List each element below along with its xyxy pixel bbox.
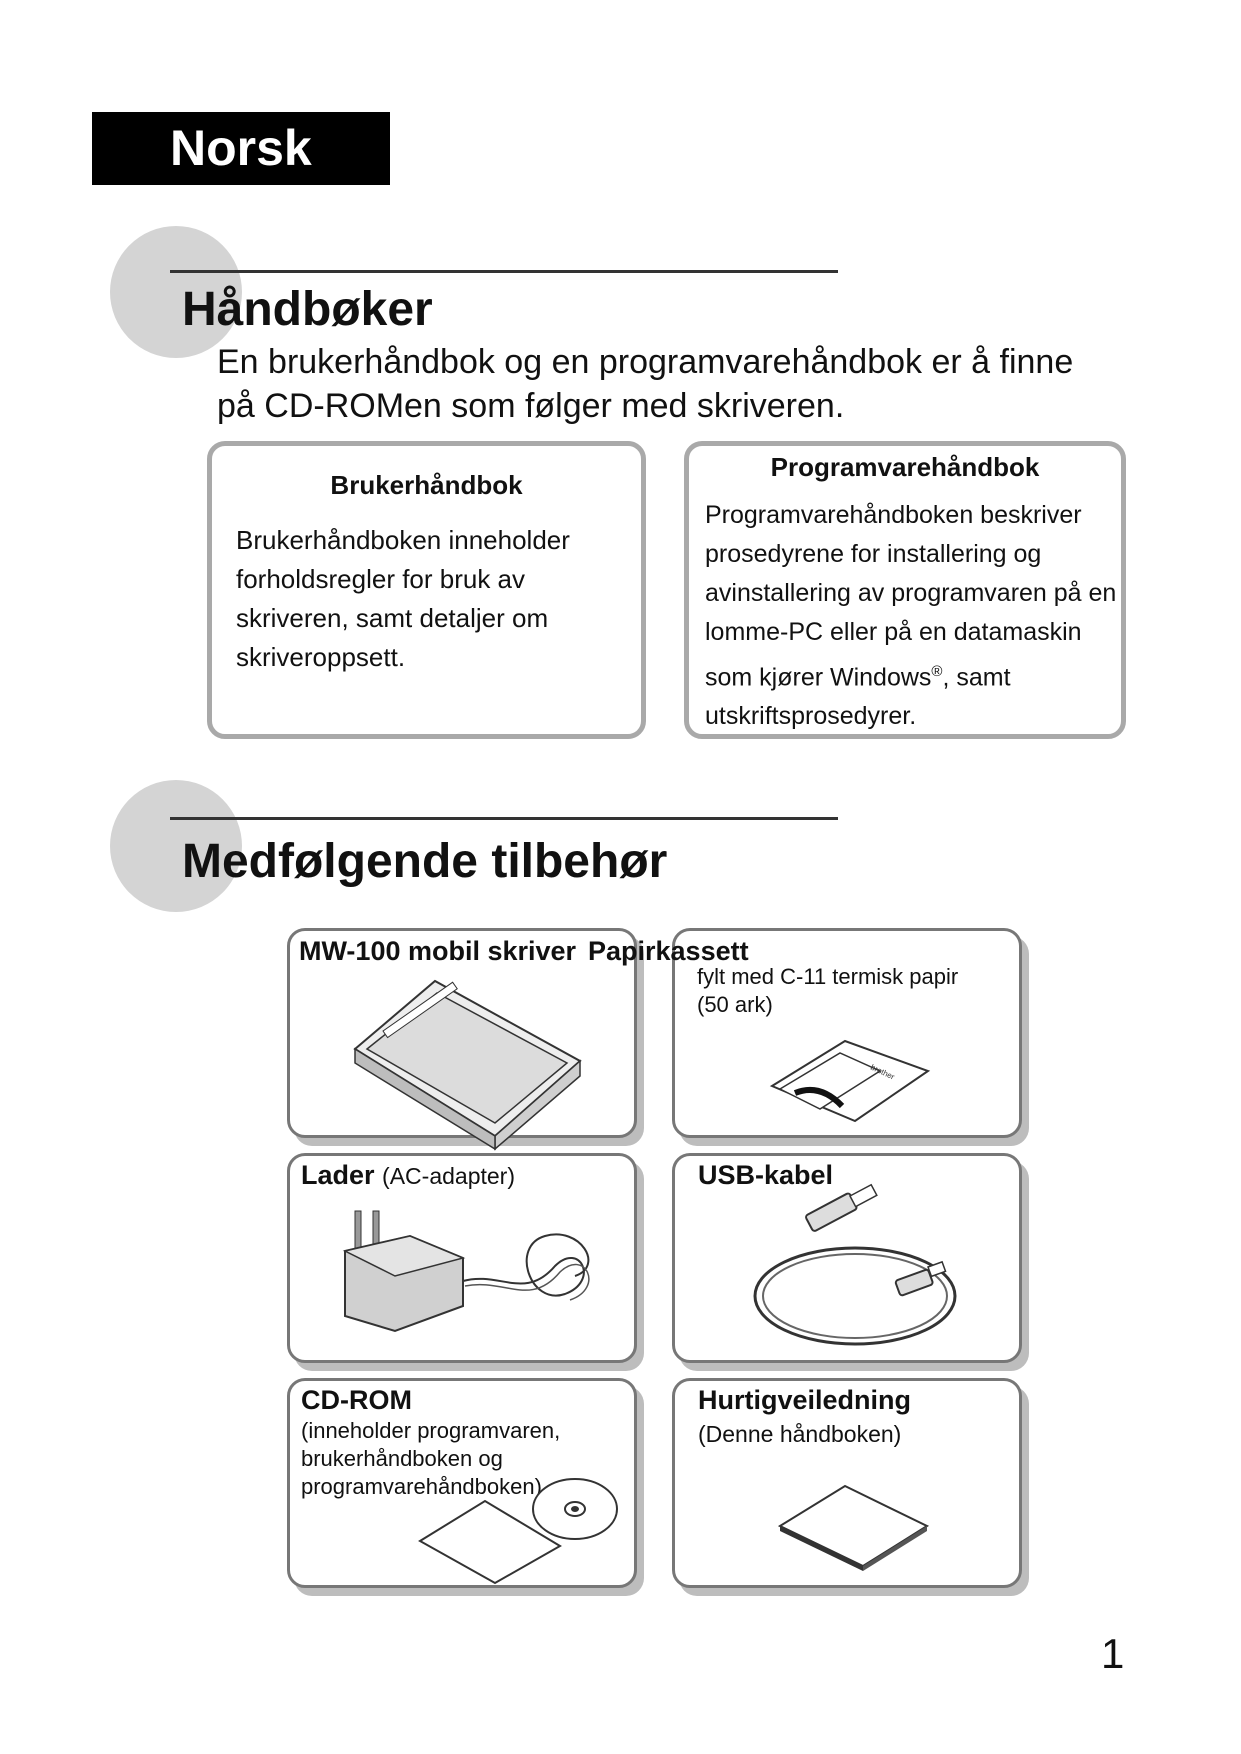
user-manual-box [207, 441, 646, 739]
body-line: skriveren, samt detaljer om [236, 603, 549, 633]
quick-guide-illustration [775, 1481, 935, 1571]
usb-cable-illustration [745, 1201, 975, 1351]
paper-cassette-note [697, 963, 958, 1019]
windows-text-tail: , samt [942, 663, 1011, 692]
body-line: forholdsregler for bruk av [236, 564, 526, 594]
body-line [705, 652, 1121, 697]
note-line: fylt med C-11 termisk papir [697, 964, 959, 989]
accessory-card-charger [287, 1153, 637, 1363]
user-manual-body [236, 521, 641, 677]
note-line: brukerhåndboken og [301, 1446, 503, 1471]
body-line: lomme-PC eller på en datamaskin [705, 618, 1082, 646]
note-line: programvarehåndboken) [301, 1474, 542, 1499]
printer-title: MW-100 mobil skriver [299, 936, 577, 966]
charger-name: Lader [301, 1160, 375, 1190]
registered-mark: ® [931, 663, 943, 680]
charger-illustration [315, 1206, 615, 1356]
page-number: 1 [1101, 1630, 1125, 1677]
charger-subtitle: (AC-adapter) [382, 1163, 515, 1189]
section-rule [170, 270, 838, 273]
intro-line: En brukerhåndbok og en programvarehåndbok er å finne [217, 343, 1074, 381]
body-line: skriveroppsett. [236, 642, 406, 672]
body-line: Programvarehåndboken beskriver [705, 501, 1082, 529]
paper-cassette-title: Papirkassett [588, 936, 749, 966]
printer-illustration [345, 971, 585, 1131]
software-manual-box [684, 441, 1126, 739]
user-manual-title: Brukerhåndbok [330, 470, 523, 500]
section-rule [170, 817, 838, 820]
cd-rom-title: CD-ROM [301, 1385, 412, 1415]
note-line: (50 ark) [697, 992, 773, 1017]
software-manual-body [705, 496, 1121, 736]
accessories-heading: Medfølgende tilbehør [182, 835, 668, 888]
quick-guide-subtitle: (Denne håndboken) [698, 1421, 902, 1447]
manuals-intro [217, 340, 1117, 428]
note-line: (inneholder programvaren, [301, 1418, 561, 1443]
usb-cable-title: USB-kabel [698, 1160, 834, 1190]
cd-rom-illustration [420, 1471, 620, 1581]
intro-line: på CD-ROMen som følger med skriveren. [217, 387, 845, 425]
windows-text: som kjører Windows [705, 663, 932, 692]
accessory-card-usb-cable [672, 1153, 1022, 1363]
charger-title [301, 1160, 515, 1191]
paper-cassette-illustration [770, 1031, 930, 1131]
language-tab: Norsk [92, 112, 390, 185]
accessory-card-cd-rom [287, 1378, 637, 1588]
quick-guide-title: Hurtigveiledning [698, 1385, 912, 1415]
body-line: avinstallering av programvaren på en [705, 579, 1117, 607]
manuals-heading: Håndbøker [182, 283, 433, 336]
body-line: prosedyrene for installering og [705, 540, 1042, 568]
svg-text:brother: brother [869, 1062, 896, 1082]
accessory-card-quick-guide [672, 1378, 1022, 1588]
body-line: Brukerhåndboken inneholder [236, 525, 570, 555]
body-line: utskriftsprosedyrer. [705, 702, 917, 731]
software-manual-title: Programvarehåndbok [770, 452, 1040, 482]
